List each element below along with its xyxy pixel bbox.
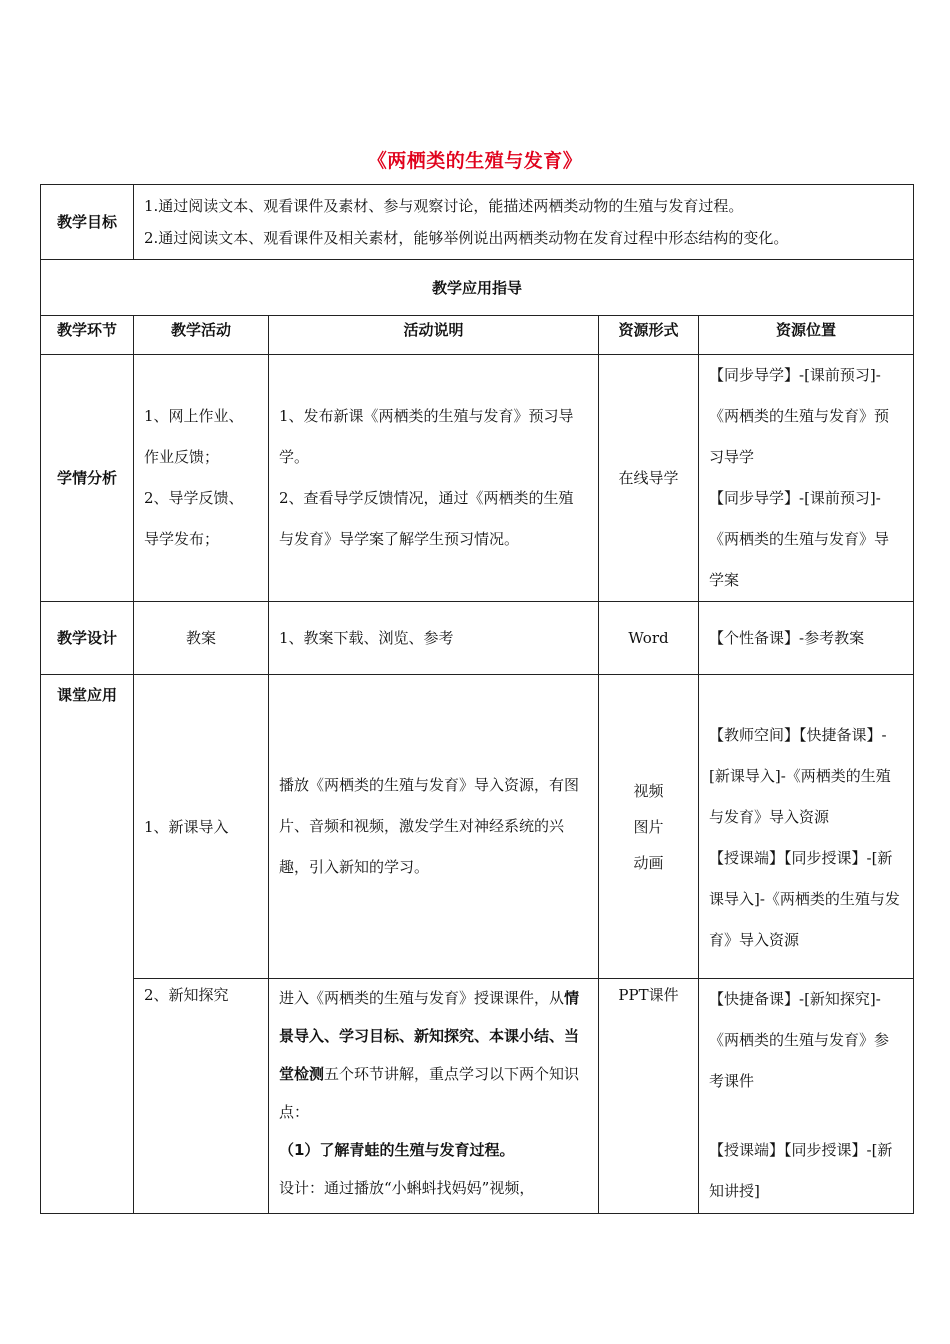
location-line: 【快捷备课】-[新知探究]-《两栖类的生殖与发育》参考课件 xyxy=(709,990,890,1090)
location-cell xyxy=(699,979,914,1214)
description-cell: 播放《两栖类的生殖与发育》导入资源，有图片、音频和视频，激发学生对神经系统的兴趣，引入新知的学习。 xyxy=(269,675,599,979)
description-after: 五个环节讲解，重点学习以下两个知识点： xyxy=(279,1065,580,1121)
header-row xyxy=(41,316,914,355)
description-bold: 情景导入、学习目标、新知探究、本课小结、当堂检测 xyxy=(279,989,580,1083)
goal-content xyxy=(134,185,914,260)
form-cell: Word xyxy=(599,602,699,675)
form-line: 动画 xyxy=(633,853,664,872)
table-row xyxy=(41,675,914,979)
goal-row xyxy=(41,185,914,260)
header-location: 资源位置 xyxy=(699,316,914,355)
description-line xyxy=(279,979,588,1131)
location-line: 【同步导学】-[课前预习]-《两栖类的生殖与发育》导学案 xyxy=(709,489,890,589)
location-cell xyxy=(699,355,914,602)
design-line: 设计：通过播放“小蝌蚪找妈妈”视频， xyxy=(279,1179,535,1197)
goal-item: 2.通过阅读文本、观看课件及相关素材，能够举例说出两栖类动物在发育过程中形态结构的变化。 xyxy=(144,229,789,247)
table-row xyxy=(41,355,914,602)
description-cell xyxy=(269,979,599,1214)
activity-line: 导学发布； xyxy=(144,530,220,548)
activity-line: 1、网上作业、 xyxy=(144,407,244,425)
description-cell: 1、教案下载、浏览、参考 xyxy=(269,602,599,675)
form-cell: PPT课件 xyxy=(599,979,699,1214)
form-cell: 在线导学 xyxy=(599,355,699,602)
lesson-plan-table xyxy=(40,184,914,1214)
goal-item: 1.通过阅读文本、观看课件及素材、参与观察讨论，能描述两栖类动物的生殖与发育过程。 xyxy=(144,197,744,215)
stage-cell: 课堂应用 xyxy=(41,675,134,1214)
activity-cell xyxy=(134,355,269,602)
description-cell xyxy=(269,355,599,602)
description-intro: 进入《两栖类的生殖与发育》授课课件，从 xyxy=(279,989,565,1007)
guide-heading-row xyxy=(41,260,914,316)
goal-label: 教学目标 xyxy=(41,185,134,260)
location-cell xyxy=(699,675,914,979)
activity-line: 作业反馈； xyxy=(144,448,220,466)
header-activity: 教学活动 xyxy=(134,316,269,355)
location-line: 【授课端】【同步授课】-[新课导入]-《两栖类的生殖与发育》导入资源 xyxy=(709,848,900,949)
guide-heading: 教学应用指导 xyxy=(41,260,914,316)
activity-cell: 教案 xyxy=(134,602,269,675)
header-description: 活动说明 xyxy=(269,316,599,355)
header-stage: 教学环节 xyxy=(41,316,134,355)
description-line: 2、查看导学反馈情况，通过《两栖类的生殖与发育》导学案了解学生预习情况。 xyxy=(279,489,574,548)
stage-cell: 教学设计 xyxy=(41,602,134,675)
location-line: 【同步导学】-[课前预习]-《两栖类的生殖与发育》预习导学 xyxy=(709,366,890,466)
location-line: 【授课端】【同步授课】-[新知讲授] xyxy=(709,1141,893,1200)
description-line: 1、发布新课《两栖类的生殖与发育》预习导学。 xyxy=(279,407,574,466)
form-line: 视频 xyxy=(633,781,664,800)
table-row xyxy=(41,602,914,675)
table-row xyxy=(41,979,914,1214)
header-form: 资源形式 xyxy=(599,316,699,355)
stage-cell: 学情分析 xyxy=(41,355,134,602)
form-cell xyxy=(599,675,699,979)
activity-cell: 1、新课导入 xyxy=(134,675,269,979)
form-line: 图片 xyxy=(633,817,664,836)
knowledge-point: （1）了解青蛙的生殖与发育过程。 xyxy=(279,1141,515,1159)
activity-cell: 2、新知探究 xyxy=(134,979,269,1214)
location-cell: 【个性备课】-参考教案 xyxy=(699,602,914,675)
activity-line: 2、导学反馈、 xyxy=(144,489,244,507)
page-title: 《两栖类的生殖与发育》 xyxy=(367,150,583,172)
spacer xyxy=(709,1102,903,1130)
location-line: 【教师空间】【快捷备课】-[新课导入]-《两栖类的生殖与发育》导入资源 xyxy=(709,725,891,826)
